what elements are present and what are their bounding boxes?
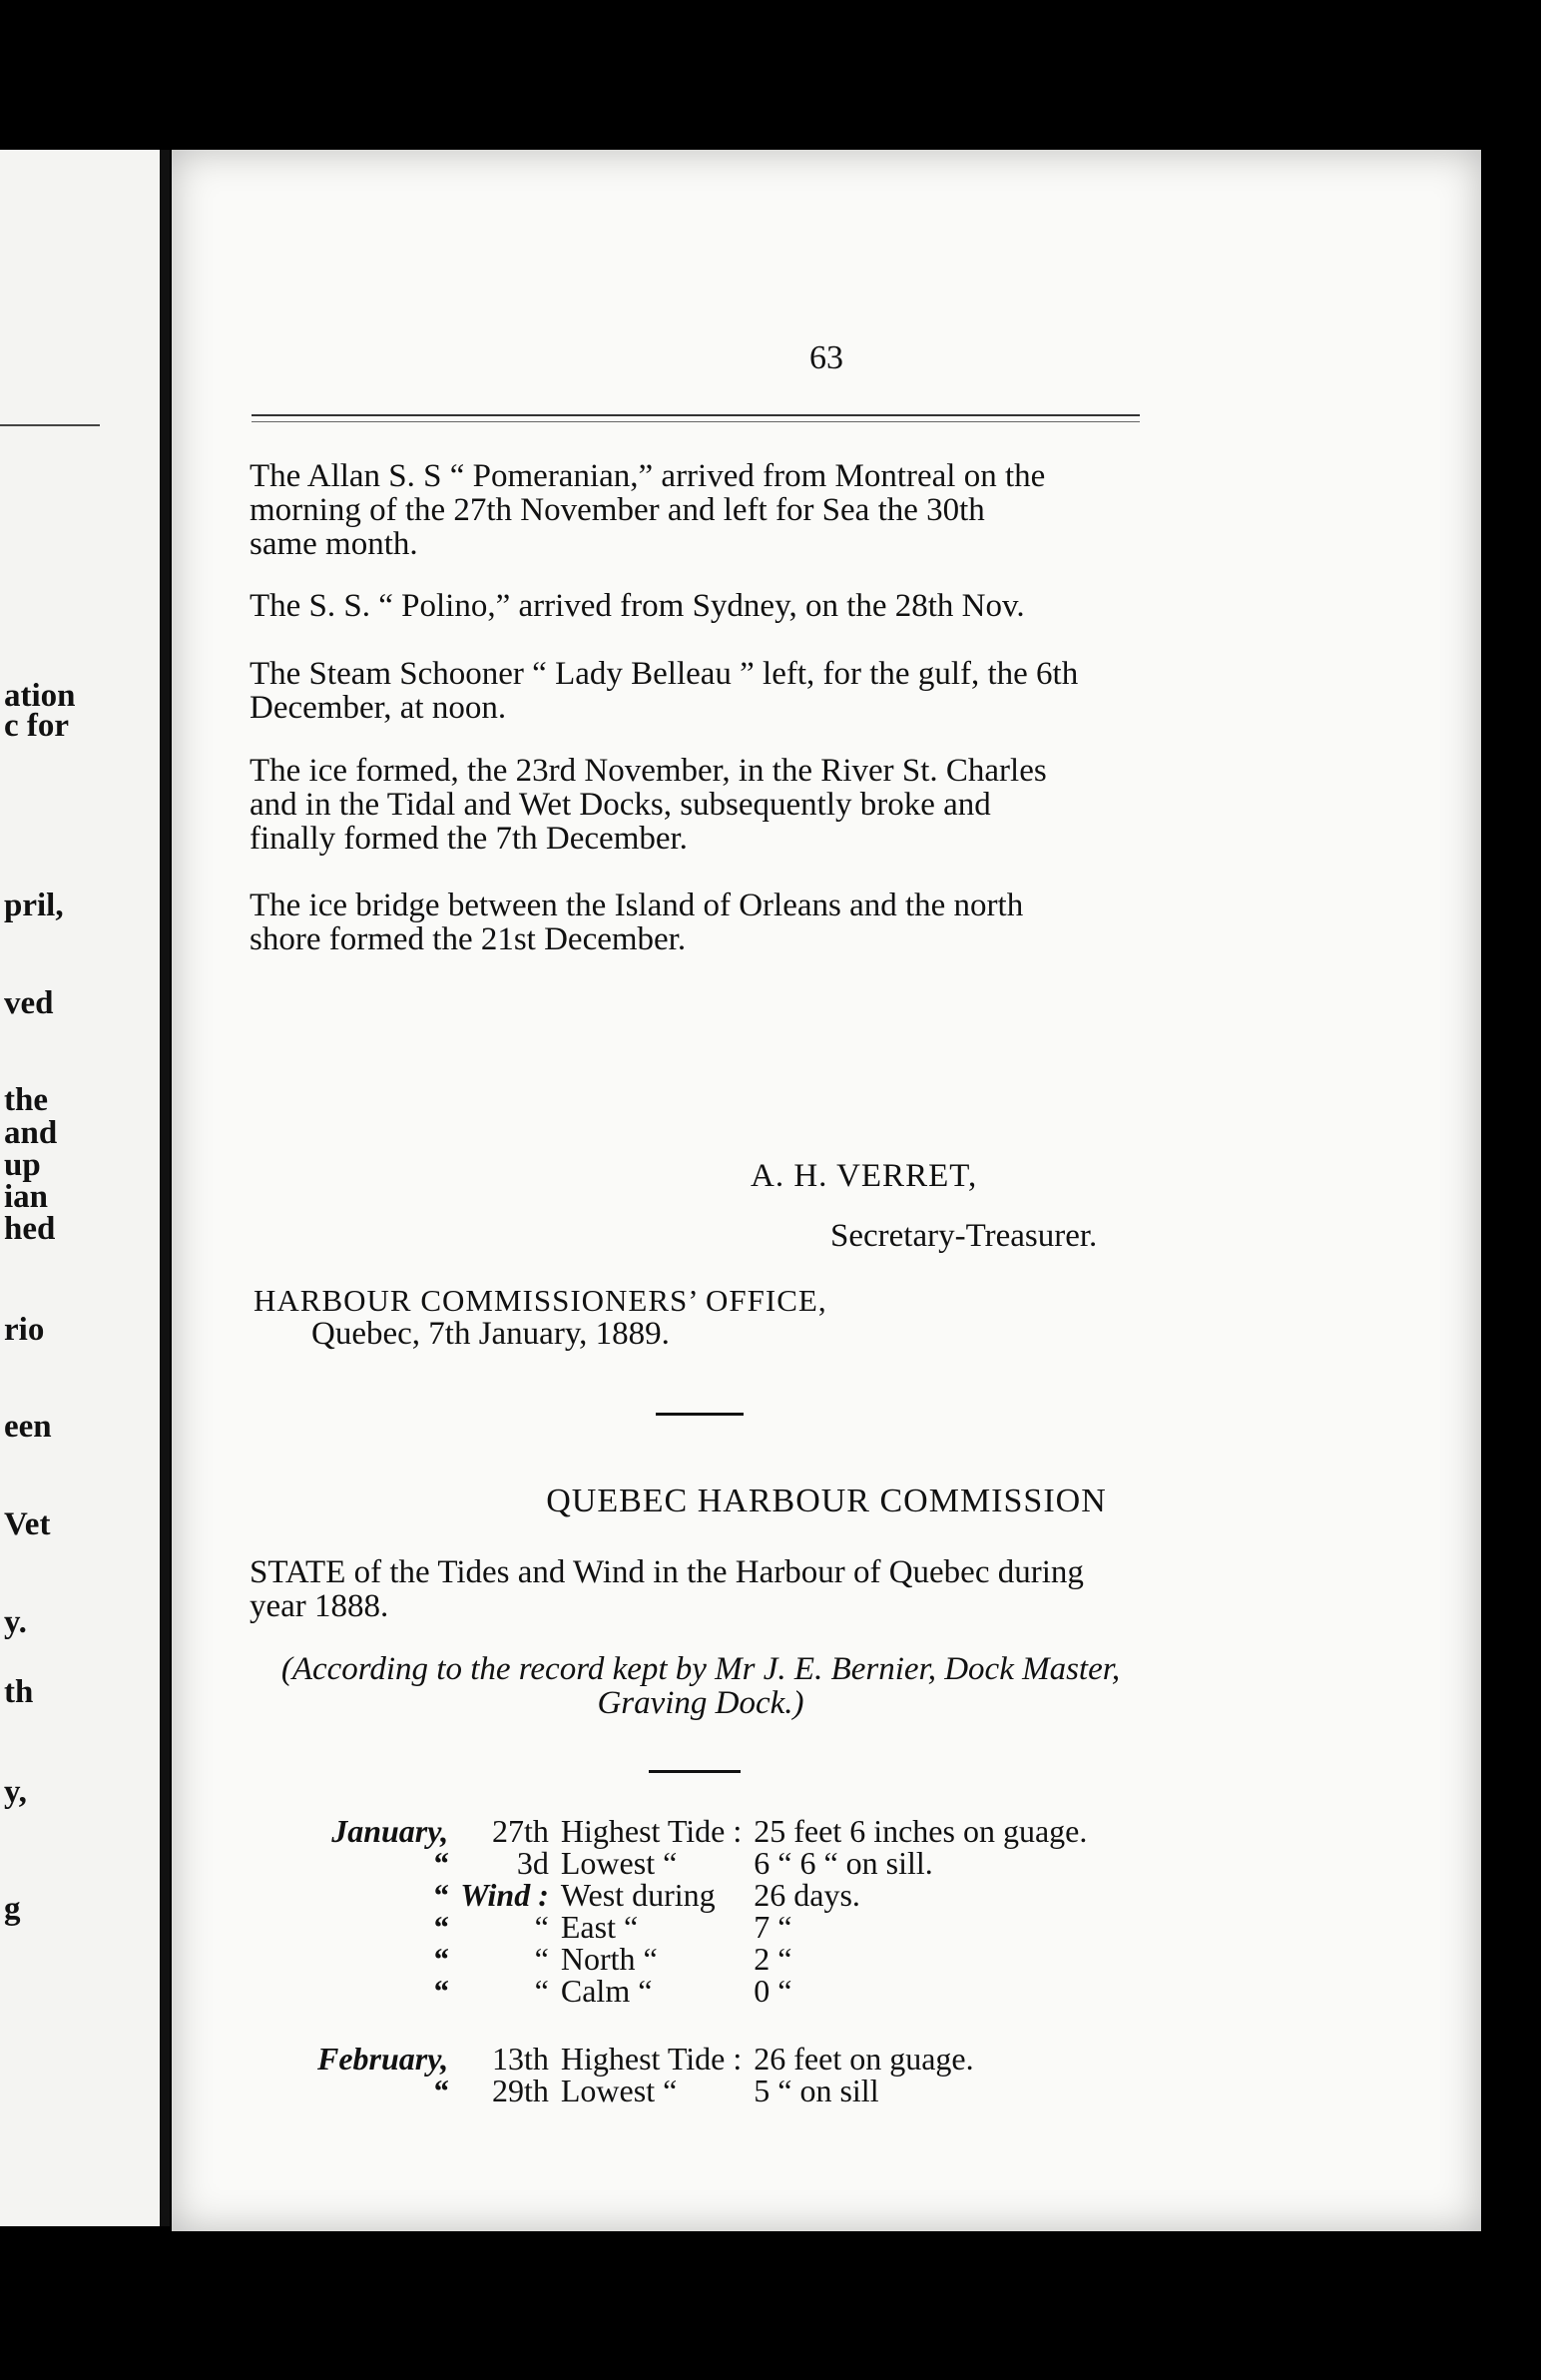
value-cell: 26 feet on guage. — [754, 2041, 974, 2077]
month-cell: February, — [317, 2041, 449, 2077]
table-spacer-row — [311, 2007, 1093, 2043]
paragraph-ice-bridge — [250, 889, 1212, 956]
table-row — [311, 1943, 1093, 1975]
paragraph-pomeranian — [250, 459, 1212, 561]
label-cell: East “ — [560, 1909, 639, 1945]
day-cell: “ — [534, 1973, 549, 2009]
table-row — [311, 1975, 1093, 2007]
month-cell: January, — [331, 1813, 449, 1849]
facing-page-fragment: pril, — [4, 888, 64, 923]
paragraph-line: same month. — [250, 526, 418, 562]
value-cell: 26 days. — [754, 1877, 860, 1913]
table-row — [311, 2043, 1093, 2075]
month-cell: “ — [432, 1909, 449, 1945]
table-row — [311, 2075, 1093, 2106]
paragraph-line: finally formed the 7th December. — [250, 821, 688, 857]
facing-page-fragment: th — [4, 1674, 34, 1710]
state-line: STATE of the Tides and Wind in the Harbour of Quebec during — [250, 1554, 1084, 1590]
paragraph-line: The ice bridge between the Island of Orleans and the north — [250, 888, 1024, 923]
tide-table — [311, 1815, 1093, 2106]
day-cell: “ — [534, 1941, 549, 1977]
day-cell: 3d — [516, 1845, 549, 1881]
paragraph-line: December, at noon. — [250, 690, 507, 726]
paragraph-line: morning of the 27th November and left for Sea the 30th — [250, 492, 985, 528]
label-cell: West during — [560, 1877, 716, 1913]
day-cell: Wind : — [460, 1877, 549, 1913]
label-cell: North “ — [560, 1941, 658, 1977]
month-cell: “ — [432, 2073, 449, 2108]
value-cell: 25 feet 6 inches on guage. — [754, 1813, 1088, 1849]
day-cell: 27th — [491, 1813, 549, 1849]
state-paragraph — [250, 1555, 1212, 1623]
facing-page-fragment: the — [4, 1082, 48, 1118]
note-line: (According to the record kept by Mr J. E. Bernier, Dock Master, — [280, 1651, 1121, 1687]
record-note — [252, 1652, 1150, 1720]
month-cell: “ — [432, 1877, 449, 1913]
facing-page-fragment: rio — [4, 1312, 45, 1348]
day-cell: “ — [534, 1909, 549, 1945]
facing-page-fragment: een — [4, 1409, 52, 1445]
note-line: Graving Dock.) — [597, 1685, 804, 1721]
month-cell: “ — [432, 1845, 449, 1881]
paragraph-lady-belleau — [250, 657, 1212, 725]
value-cell: 5 “ on sill — [754, 2073, 879, 2108]
value-cell: 0 “ — [754, 1973, 792, 2009]
table-row — [311, 1879, 1093, 1911]
header-rule — [252, 414, 1140, 422]
value-cell: 7 “ — [754, 1909, 792, 1945]
paragraph-line: shore formed the 21st December. — [250, 921, 687, 957]
facing-page-fragment: up — [4, 1147, 41, 1183]
paragraph-line: The ice formed, the 23rd November, in the River St. Charles — [250, 753, 1047, 789]
facing-page-fragment: ation — [4, 678, 76, 714]
section-title: QUEBEC HARBOUR COMMISSION — [546, 1483, 1107, 1519]
table-row — [311, 1847, 1093, 1879]
day-cell: 13th — [491, 2041, 549, 2077]
facing-page-fragment: c for — [4, 708, 70, 744]
facing-page-fragment: g — [4, 1891, 21, 1927]
facing-page-fragment: y. — [4, 1604, 27, 1640]
office-date: Quebec, 7th January, 1889. — [311, 1316, 670, 1352]
facing-page-rule — [0, 424, 100, 426]
value-cell: 2 “ — [754, 1941, 792, 1977]
label-cell: Lowest “ — [560, 2073, 678, 2108]
paragraph-line: The S. S. “ Polino,” arrived from Sydney, on the 28th Nov. — [250, 588, 1025, 624]
day-cell: 29th — [491, 2073, 549, 2108]
facing-page-fragment: and — [4, 1115, 58, 1151]
facing-page-fragment: y, — [4, 1774, 27, 1810]
paragraph-line: and in the Tidal and Wet Docks, subsequently broke and — [250, 787, 991, 823]
facing-page-fragment: Vet — [4, 1506, 51, 1542]
paragraph-polino — [250, 589, 1212, 623]
office-name: HARBOUR COMMISSIONERS’ OFFICE, — [254, 1283, 827, 1318]
section-divider — [656, 1413, 744, 1416]
state-line: year 1888. — [250, 1588, 389, 1624]
paragraph-line: The Allan S. S “ Pomeranian,” arrived from Montreal on the — [250, 458, 1046, 494]
label-cell: Highest Tide : — [560, 1813, 743, 1849]
value-cell: 6 “ 6 “ on sill. — [754, 1845, 933, 1881]
signature-name: A. H. VERRET, — [751, 1158, 978, 1194]
page-number: 63 — [809, 339, 843, 376]
label-cell: Highest Tide : — [560, 2041, 743, 2077]
document-page — [172, 150, 1481, 2231]
spacer-cell — [311, 2007, 1093, 2043]
label-cell: Calm “ — [560, 1973, 653, 2009]
paragraph-line: The Steam Schooner “ Lady Belleau ” left, for the gulf, the 6th — [250, 656, 1079, 692]
facing-page-fragment: ved — [4, 985, 54, 1021]
label-cell: Lowest “ — [560, 1845, 678, 1881]
signature-title: Secretary-Treasurer. — [830, 1218, 1098, 1254]
paragraph-ice-formed — [250, 754, 1212, 856]
table-row — [311, 1815, 1093, 1847]
table-row — [311, 1911, 1093, 1943]
month-cell: “ — [432, 1941, 449, 1977]
month-cell: “ — [432, 1973, 449, 2009]
facing-page-fragment: hed — [4, 1211, 56, 1247]
facing-page-edge — [0, 150, 170, 2226]
table-divider — [649, 1770, 741, 1773]
facing-page-fragment: ian — [4, 1179, 49, 1215]
